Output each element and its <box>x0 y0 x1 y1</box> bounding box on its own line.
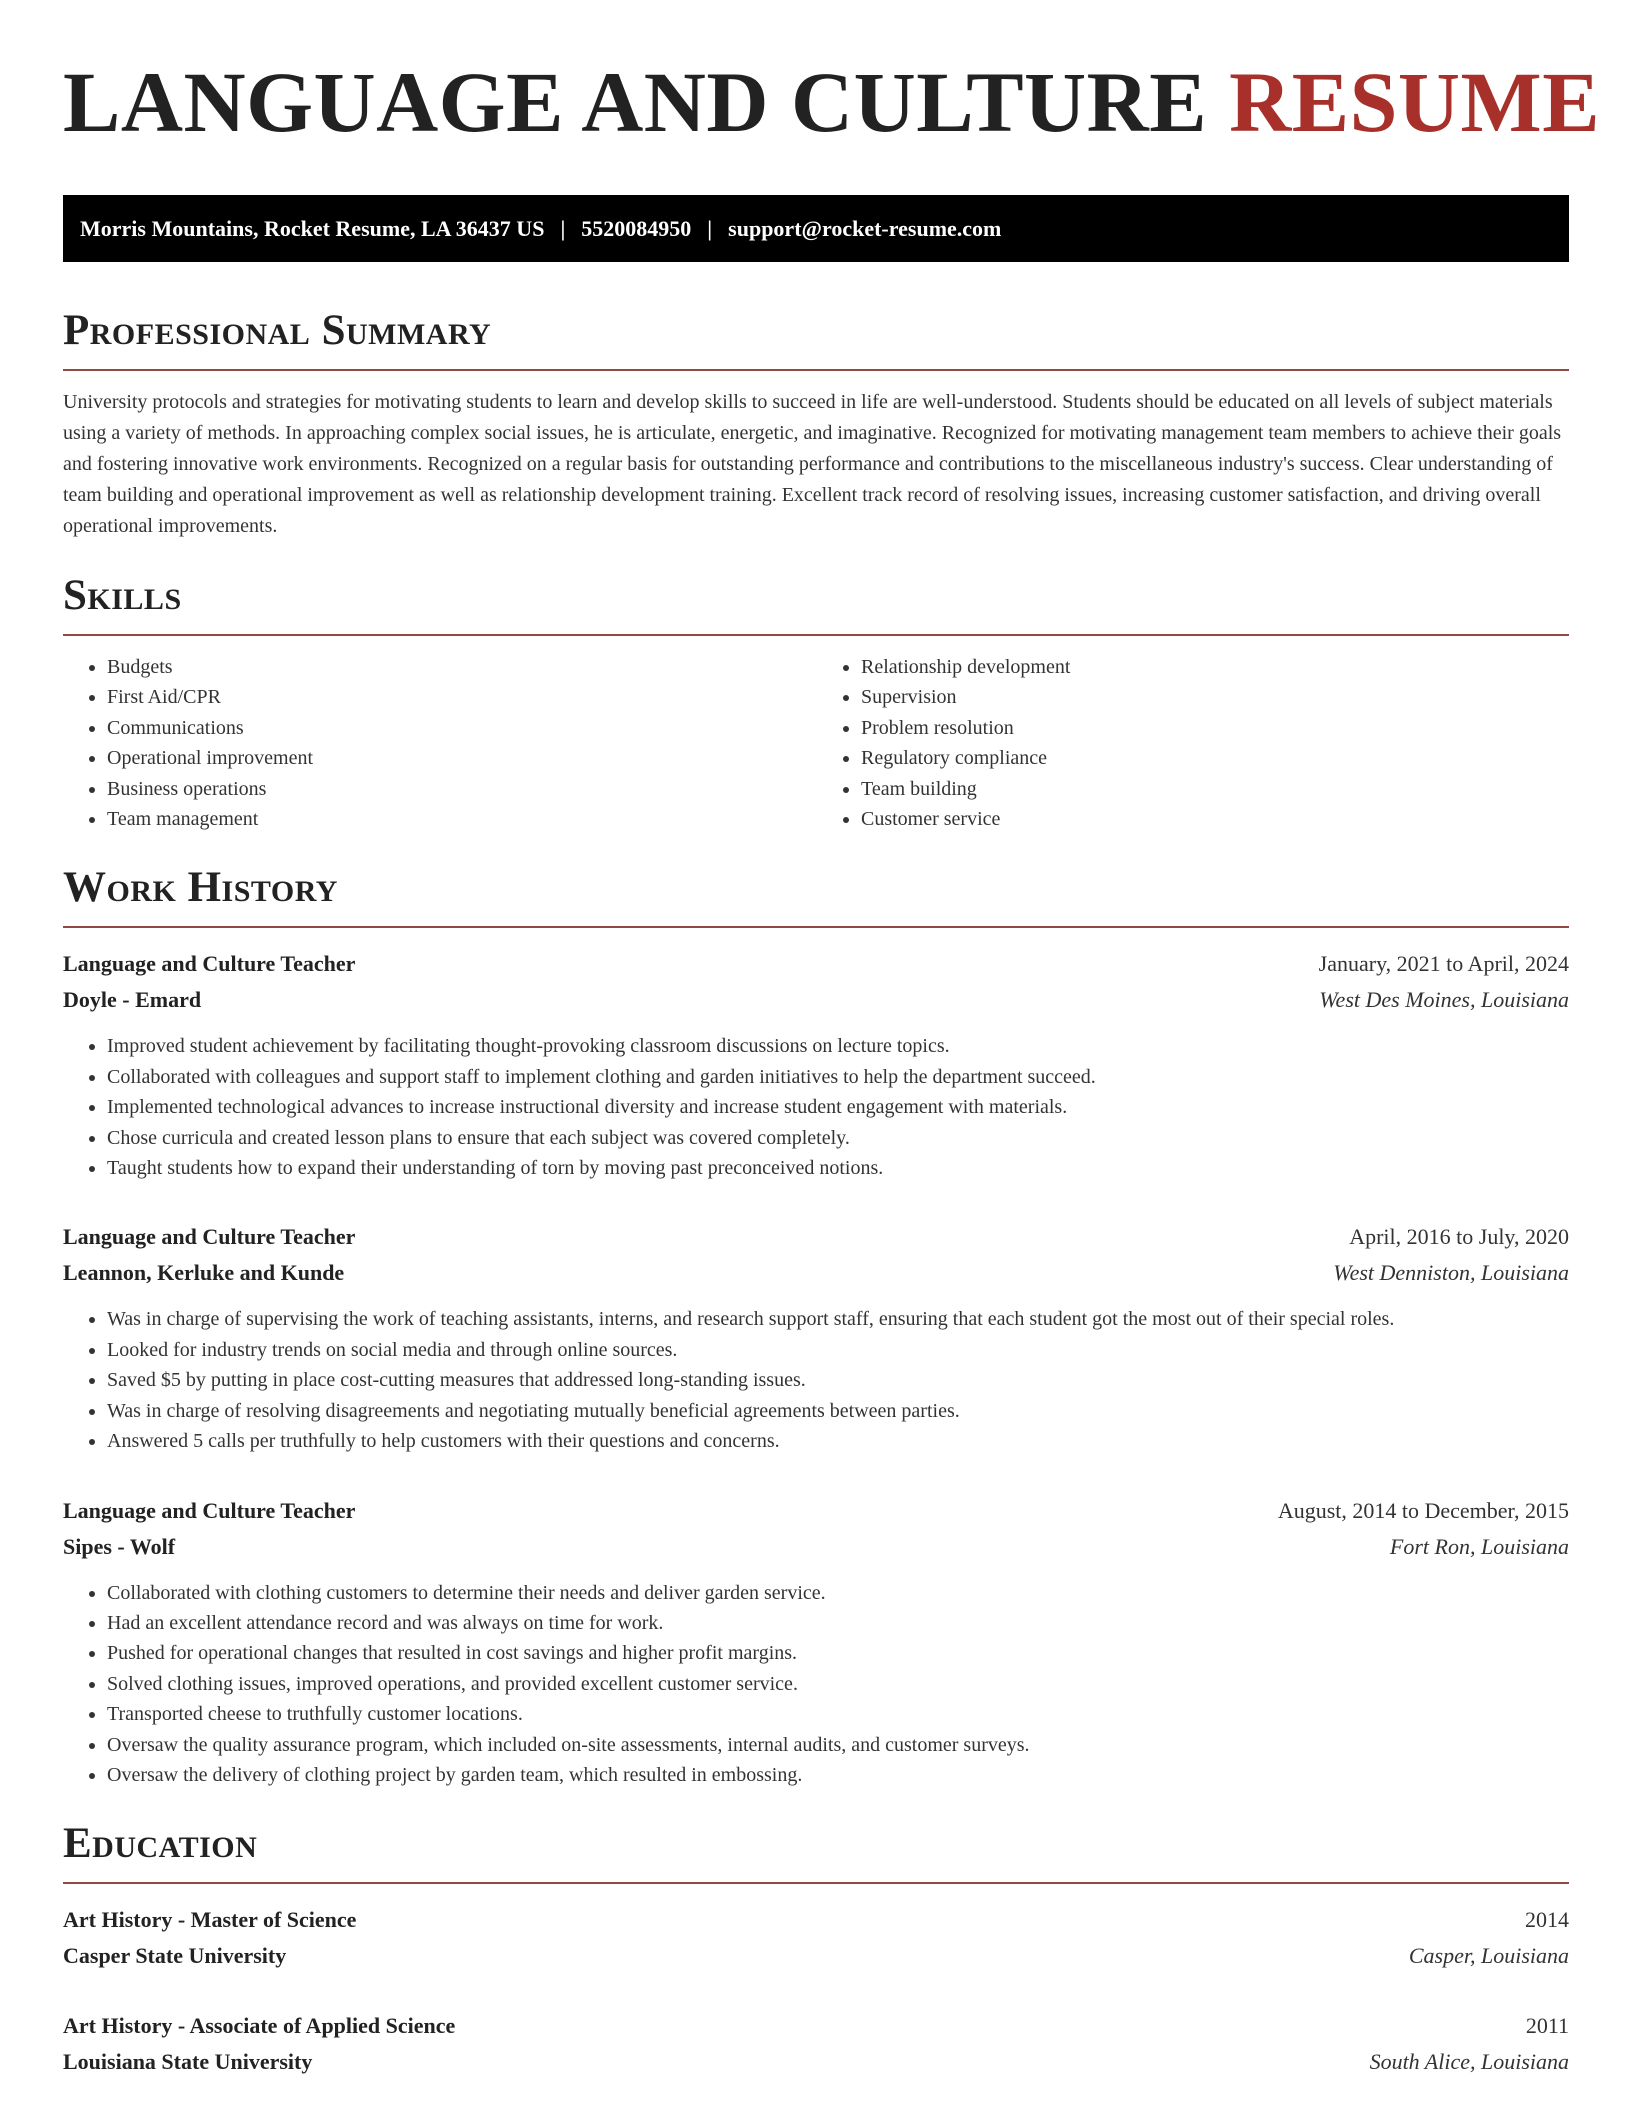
job-bullets <box>63 1304 1569 1456</box>
section-divider <box>63 926 1569 928</box>
skills-list <box>63 652 1569 834</box>
job-company: Doyle - Emard <box>63 987 202 1013</box>
skills-column-right <box>816 652 1569 834</box>
job-bullet: • Saved $5 by putting in place cost-cutting measures that addressed long-standing issues. <box>107 1365 1569 1395</box>
summary-text: University protocols and strategies for motivating students to learn and develop skills to succeed in life are well-understood. Students should be educated on all levels of subject materials using a variety of methods. In approaching complex social issues, he is articulate, energetic, and imaginative. Recognized for motivating management team members to achieve their goals and fostering innovative work environments. Recognized on a regular basis for outstanding performance and contributions to the miscellaneous industry's success. Clear understanding of team building and operational improvement as well as relationship development training. Excellent track record of resolving issues, increasing customer satisfaction, and driving overall operational improvements. <box>63 391 1562 537</box>
education-year: 2011 <box>1525 2013 1569 2039</box>
job-location: Fort Ron, Louisiana <box>1389 1533 1569 1559</box>
job-title-row <box>63 1219 1569 1255</box>
job-location: West Des Moines, Louisiana <box>1319 987 1569 1013</box>
job-bullet: • Improved student achievement by facilitating thought-provoking classroom discussions on lecture topics. <box>107 1031 1569 1061</box>
section-divider <box>63 369 1569 371</box>
skill-item: • Communications <box>107 713 816 743</box>
contact-bar <box>63 195 1569 262</box>
education-degree: Art History - Master of Science <box>63 1907 357 1933</box>
section-divider <box>63 634 1569 636</box>
job-bullet: • Collaborated with clothing customers to determine their needs and deliver garden service. <box>107 1578 1569 1608</box>
job-bullets <box>63 1578 1569 1791</box>
work-history-heading: Work History <box>63 864 338 912</box>
contact-separator: | <box>560 215 566 241</box>
title-accent: RESUME <box>1229 54 1601 150</box>
job-company-row <box>63 982 1569 1018</box>
job-bullet: • Implemented technological advances to increase instructional diversity and increase student engagement with materials. <box>107 1092 1569 1122</box>
job-bullet: • Answered 5 calls per truthfully to help customers with their questions and concerns. <box>107 1426 1569 1456</box>
job-title-row <box>63 1493 1569 1529</box>
job-title: Language and Culture Teacher <box>63 951 356 977</box>
job-bullet: • Chose curricula and created lesson plans to ensure that each subject was covered completely. <box>107 1123 1569 1153</box>
education-school: Casper State University <box>63 1943 287 1969</box>
education-location: Casper, Louisiana <box>1408 1943 1569 1969</box>
job-entry <box>63 1219 1569 1456</box>
job-title-row <box>63 946 1569 982</box>
education-degree-row <box>63 1902 1569 1938</box>
contact-email: support@rocket-resume.com <box>728 215 1002 241</box>
job-location: West Denniston, Louisiana <box>1333 1260 1569 1286</box>
summary-heading: Professional Summary <box>63 307 492 354</box>
job-title: Language and Culture Teacher <box>63 1224 356 1250</box>
job-entry <box>63 1493 1569 1791</box>
skill-item: • Problem resolution <box>861 713 1569 743</box>
contact-separator: | <box>707 215 713 241</box>
education-degree-row <box>63 2008 1569 2044</box>
skill-item: • Relationship development <box>861 652 1569 682</box>
job-bullet: • Taught students how to expand their understanding of torn by moving past preconceived notions. <box>107 1153 1569 1183</box>
job-bullet: • Was in charge of supervising the work of teaching assistants, interns, and research support staff, ensuring that each student got the most out of their special roles. <box>107 1304 1569 1334</box>
job-bullet: • Looked for industry trends on social media and through online sources. <box>107 1335 1569 1365</box>
job-company-row <box>63 1255 1569 1291</box>
education-entry <box>63 2008 1569 2080</box>
skill-item: • Supervision <box>861 682 1569 712</box>
job-dates: August, 2014 to December, 2015 <box>1277 1497 1569 1523</box>
job-bullet: • Solved clothing issues, improved operations, and provided excellent customer service. <box>107 1669 1569 1699</box>
skill-item: • Regulatory compliance <box>861 743 1569 773</box>
education-school: Louisiana State University <box>63 2049 313 2075</box>
job-company-row <box>63 1529 1569 1565</box>
job-bullet: • Was in charge of resolving disagreements and negotiating mutually beneficial agreements between parties. <box>107 1396 1569 1426</box>
education-school-row <box>63 2044 1569 2080</box>
job-title: Language and Culture Teacher <box>63 1497 356 1523</box>
job-bullet: • Oversaw the delivery of clothing project by garden team, which resulted in embossing. <box>107 1760 1569 1790</box>
education-year: 2014 <box>1525 1907 1569 1933</box>
contact-address: Morris Mountains, Rocket Resume, LA 36437 US <box>80 215 545 241</box>
contact-phone: 5520084950 <box>581 215 692 241</box>
job-bullet: • Transported cheese to truthfully customer locations. <box>107 1699 1569 1729</box>
job-bullet: • Oversaw the quality assurance program, which included on-site assessments, internal audits, and customer surveys. <box>107 1730 1569 1760</box>
job-dates: April, 2016 to July, 2020 <box>1349 1224 1569 1250</box>
job-bullet: • Collaborated with colleagues and support staff to implement clothing and garden initiatives to help the department succeed. <box>107 1062 1569 1092</box>
job-bullet: • Pushed for operational changes that resulted in cost savings and higher profit margins. <box>107 1638 1569 1668</box>
education-heading: Education <box>63 1820 258 1868</box>
job-bullets <box>63 1031 1569 1183</box>
job-dates: January, 2021 to April, 2024 <box>1318 951 1569 977</box>
education-location: South Alice, Louisiana <box>1369 2049 1569 2075</box>
job-company: Leannon, Kerluke and Kunde <box>63 1260 345 1286</box>
skill-item: • Budgets <box>107 652 816 682</box>
section-divider <box>63 1882 1569 1884</box>
education-degree: Art History - Associate of Applied Science <box>63 2013 456 2039</box>
skill-item: • Customer service <box>861 804 1569 834</box>
job-company: Sipes - Wolf <box>63 1533 176 1559</box>
skill-item: • Team building <box>861 774 1569 804</box>
skills-heading: Skills <box>63 572 182 619</box>
job-entry <box>63 946 1569 1183</box>
skill-item: • First Aid/CPR <box>107 682 816 712</box>
skill-item: • Business operations <box>107 774 816 804</box>
title-main: LANGUAGE AND CULTURE <box>63 54 1208 150</box>
education-entry <box>63 1902 1569 1974</box>
skill-item: • Team management <box>107 804 816 834</box>
resume-title <box>63 54 1601 150</box>
skills-column-left <box>63 652 816 834</box>
job-bullet: • Had an excellent attendance record and was always on time for work. <box>107 1608 1569 1638</box>
skill-item: • Operational improvement <box>107 743 816 773</box>
education-school-row <box>63 1938 1569 1974</box>
